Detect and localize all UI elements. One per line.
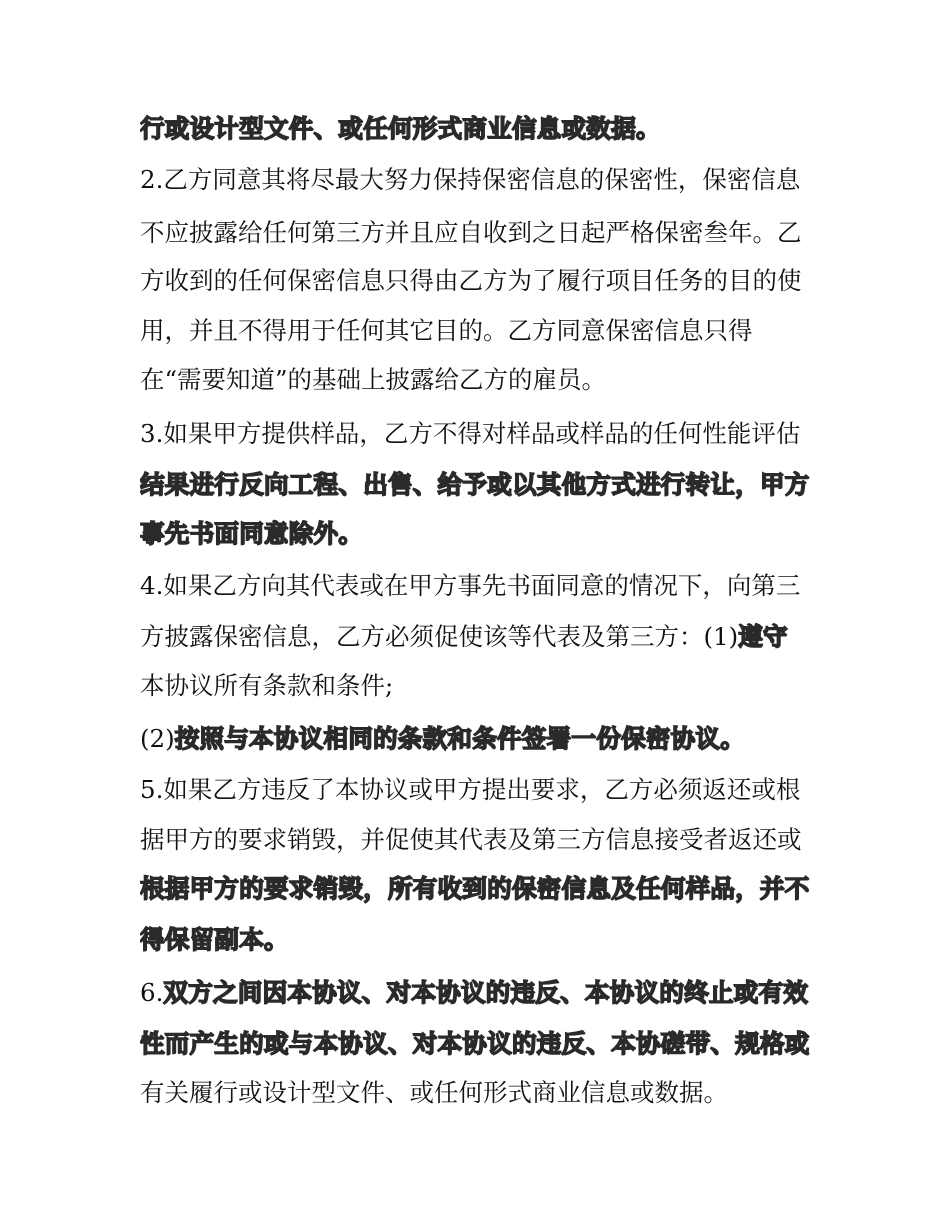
text-line	[140, 360, 820, 400]
text-line	[140, 770, 820, 810]
line-text: 结果进行反向工程、出售、给予或以其他方式进行转让，甲方	[140, 470, 810, 499]
text-line	[140, 213, 820, 253]
text-line	[140, 719, 820, 759]
line-text: 行或设计型文件、或任何形式商业信息或数据。	[140, 114, 661, 143]
line-text: 4.如果乙方向其代表或在甲方事先书面同意的情况下，向第三	[140, 571, 801, 600]
line-text: 根据甲方的要求销毁，所有收到的保密信息及任何样品，并不	[140, 874, 810, 903]
text-line	[140, 920, 820, 960]
line-text: 按照与本协议相同的条款和条件签署一份保密协议。	[174, 724, 746, 753]
line-text: 用，并且不得用于任何其它目的。乙方同意保密信息只得	[140, 316, 753, 345]
text-line	[140, 1024, 820, 1064]
line-text: (2)	[140, 724, 175, 753]
line-text: 事先书面同意除外。	[140, 519, 364, 548]
line-text: 5.如果乙方违反了本协议或甲方提出要求，乙方必须返还或根	[140, 775, 801, 804]
line-text: 遵守	[738, 622, 788, 651]
text-line	[140, 160, 820, 200]
line-text: 在“需要知道”的基础上披露给乙方的雇员。	[140, 365, 607, 394]
text-line	[140, 414, 820, 454]
line-text: 方收到的任何保密信息只得由乙方为了履行项目任务的目的使	[140, 266, 802, 295]
text-line	[140, 973, 820, 1013]
line-text: 得保留副本。	[140, 925, 289, 954]
text-line	[140, 617, 820, 657]
text-line	[140, 566, 820, 606]
line-text: 6.	[140, 978, 164, 1007]
line-text: 有关履行或设计型文件、或任何形式商业信息或数据。	[140, 1078, 728, 1107]
text-line	[140, 820, 820, 860]
line-text: 本协议所有条款和条件;	[140, 671, 394, 700]
text-line	[140, 311, 820, 351]
line-text: 方披露保密信息，乙方必须促使该等代表及第三方：(1)	[140, 622, 739, 651]
text-line	[140, 514, 820, 554]
text-line	[140, 261, 820, 301]
line-text: 3.如果甲方提供样品，乙方不得对样品或样品的任何性能评估	[140, 419, 801, 448]
text-line	[140, 465, 820, 505]
line-text: 不应披露给任何第三方并且应自收到之日起严格保密叁年。乙	[140, 218, 802, 247]
text-line	[140, 109, 820, 149]
text-line	[140, 1073, 820, 1113]
line-text: 据甲方的要求销毁，并促使其代表及第三方信息接受者返还或	[140, 825, 802, 854]
text-line	[140, 869, 820, 909]
line-text: 2.乙方同意其将尽最大努力保持保密信息的保密性，保密信息	[140, 165, 801, 194]
text-line	[140, 666, 820, 706]
line-text: 双方之间因本协议、对本协议的违反、本协议的终止或有效	[163, 978, 809, 1007]
line-text: 性而产生的或与本协议、对本协议的违反、本协磋带、规格或	[140, 1029, 810, 1058]
